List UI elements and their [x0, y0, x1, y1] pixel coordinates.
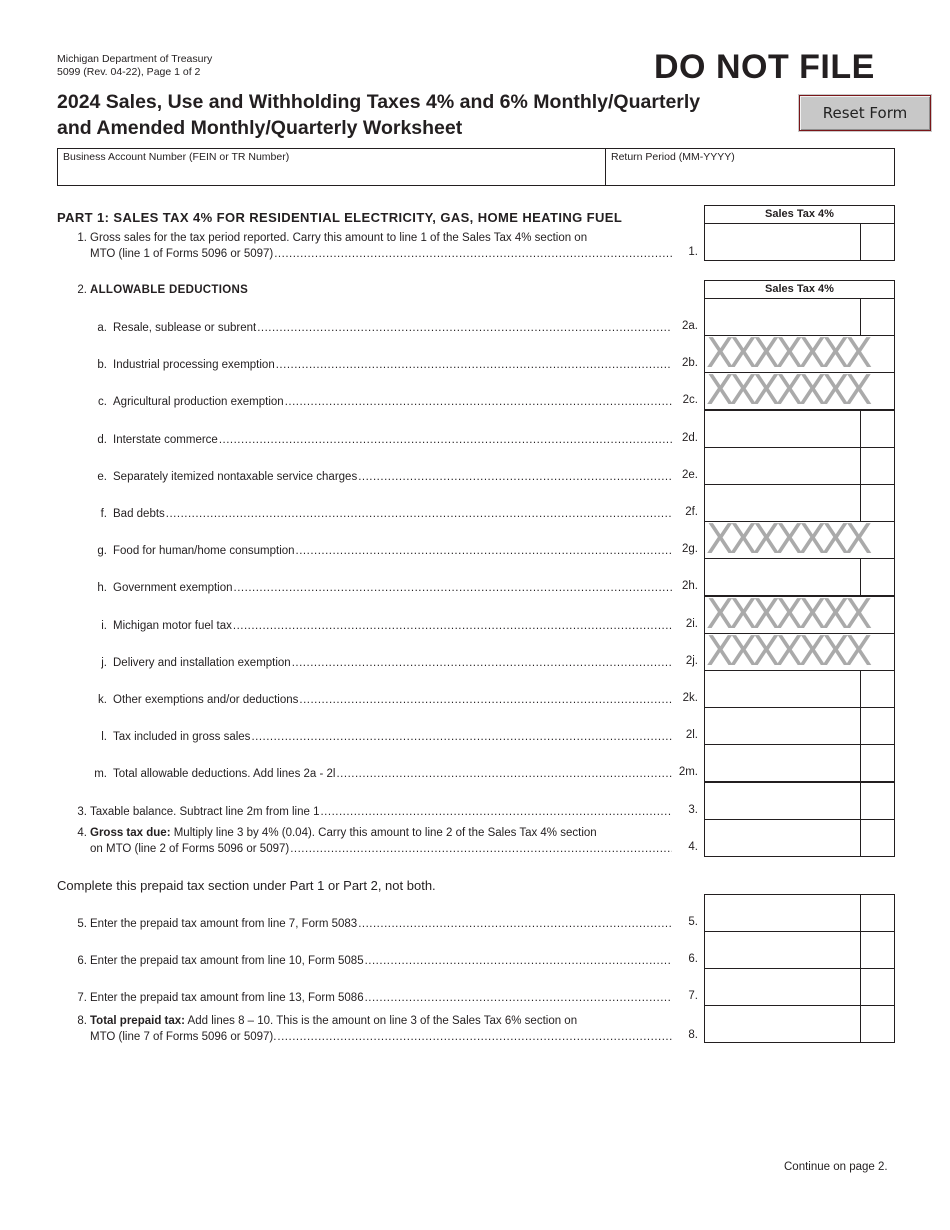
deduction-ref: 2d. — [682, 432, 698, 444]
deduction-letter: i. — [101, 620, 107, 632]
deduction-letter: a. — [97, 322, 107, 334]
line1-text-b: MTO (line 1 of Forms 5096 or 5097) — [90, 248, 274, 260]
disabled-x-mark: XXXXXXX — [706, 371, 868, 409]
line5-ref: 5. — [688, 916, 698, 928]
deduction-text: Industrial processing exemption — [113, 359, 275, 371]
line4-bold: Gross tax due: — [90, 827, 171, 839]
deduction-text: Separately itemized nontaxable service charges — [113, 471, 358, 483]
account-header-box — [57, 148, 895, 186]
line5-number: 5. — [77, 918, 87, 930]
disabled-x-mark: XXXXXXX — [706, 334, 868, 372]
deduction-letter: m. — [94, 768, 107, 780]
disabled-x-mark: XXXXXXX — [706, 632, 868, 670]
deduction-ref: 2g. — [682, 543, 698, 555]
line8-number: 8. — [77, 1015, 87, 1027]
line1-text-a: Gross sales for the tax period reported. Carry this amount to line 1 of the Sales Tax 4% section on — [90, 232, 588, 244]
business-account-label: Business Account Number (FEIN or TR Number) — [63, 151, 290, 163]
line7-amount-field[interactable] — [704, 968, 895, 1006]
line8-bold: Total prepaid tax: — [90, 1015, 185, 1027]
deduction-text: Food for human/home consumption — [113, 545, 295, 557]
column-header-sales-tax-4: Sales Tax 4% — [704, 205, 895, 224]
form-title — [57, 89, 700, 141]
deduction-text: Government exemption — [113, 582, 233, 594]
line4-ref: 4. — [688, 841, 698, 853]
line3-amount-field[interactable] — [704, 782, 895, 820]
return-period-label: Return Period (MM-YYYY) — [611, 151, 735, 163]
line1-text-b-row — [90, 246, 672, 262]
line3-ref: 3. — [688, 804, 698, 816]
deduction-ref: 2h. — [682, 580, 698, 592]
line8-amount-field[interactable] — [704, 1005, 895, 1043]
deduction-ref: 2l. — [685, 729, 698, 741]
deduction-text: Agricultural production exemption — [113, 396, 284, 408]
do-not-file-watermark: DO NOT FILE — [654, 48, 875, 86]
deduction-letter: b. — [97, 359, 107, 371]
deduction-amount-field[interactable] — [704, 447, 895, 485]
line2-number: 2. — [77, 284, 87, 296]
deduction-text: Michigan motor fuel tax — [113, 620, 232, 632]
line3-number: 3. — [77, 806, 87, 818]
deduction-text: Delivery and installation exemption — [113, 657, 291, 669]
agency-block — [57, 53, 212, 79]
line7-text: Enter the prepaid tax amount from line 13, Form 5086 — [90, 992, 364, 1004]
deduction-letter: g. — [97, 545, 107, 557]
deduction-amount-field[interactable] — [704, 558, 895, 596]
line3-text: Taxable balance. Subtract line 2m from line 1 — [90, 806, 320, 818]
line2-heading: ALLOWABLE DEDUCTIONS — [90, 284, 249, 296]
deduction-text: Tax included in gross sales — [113, 731, 251, 743]
line4-amount-field[interactable] — [704, 819, 895, 857]
deduction-text: Bad debts — [113, 508, 165, 520]
line7-number: 7. — [77, 992, 87, 1004]
deduction-letter: j. — [101, 657, 107, 669]
continue-note: Continue on page 2. — [784, 1161, 888, 1173]
deduction-letter: h. — [97, 582, 107, 594]
deduction-ref: 2a. — [682, 320, 698, 332]
line5-amount-field[interactable] — [704, 894, 895, 932]
deduction-ref: 2k. — [682, 692, 698, 704]
deduction-amount-field[interactable] — [704, 410, 895, 448]
column-header-deductions: Sales Tax 4% — [704, 280, 895, 299]
deduction-ref: 2e. — [682, 469, 698, 481]
deduction-field-disabled — [704, 633, 895, 671]
deduction-field-disabled — [704, 372, 895, 410]
deduction-letter: e. — [97, 471, 107, 483]
line6-text: Enter the prepaid tax amount from line 10, Form 5085 — [90, 955, 364, 967]
line1-ref: 1. — [688, 246, 698, 258]
deduction-text: Interstate commerce — [113, 434, 218, 446]
deduction-letter: k. — [98, 694, 107, 706]
prepaid-note: Complete this prepaid tax section under Part 1 or Part 2, not both. — [57, 878, 436, 893]
disabled-x-mark: XXXXXXX — [706, 520, 868, 558]
disabled-x-mark: XXXXXXX — [706, 595, 868, 633]
line8-text-b: MTO (line 7 of Forms 5096 or 5097). — [90, 1031, 277, 1043]
line6-number: 6. — [77, 955, 87, 967]
line8-ref: 8. — [688, 1029, 698, 1041]
deduction-ref: 2i. — [685, 618, 698, 630]
deduction-amount-field[interactable] — [704, 744, 895, 782]
form-title-line1: 2024 Sales, Use and Withholding Taxes 4% and 6% Monthly/Quarterly — [57, 91, 701, 113]
line4-text-a: Multiply line 3 by 4% (0.04). Carry this amount to line 2 of the Sales Tax 4% section — [170, 827, 597, 839]
line4-text-b: on MTO (line 2 of Forms 5096 or 5097) — [90, 843, 290, 855]
deduction-letter: d. — [97, 434, 107, 446]
deduction-field-disabled — [704, 521, 895, 559]
deduction-field-disabled — [704, 596, 895, 634]
deduction-letter: f. — [100, 508, 107, 520]
return-period-field[interactable] — [606, 149, 894, 185]
form-id: 5099 (Rev. 04-22), Page 1 of 2 — [57, 66, 201, 78]
line6-amount-field[interactable] — [704, 931, 895, 969]
line7-ref: 7. — [688, 990, 698, 1002]
line5-text: Enter the prepaid tax amount from line 7, Form 5083 — [90, 918, 358, 930]
form-title-line2: and Amended Monthly/Quarterly Worksheet — [57, 117, 463, 139]
agency-name: Michigan Department of Treasury — [57, 53, 213, 65]
deduction-text: Resale, sublease or subrent — [113, 322, 257, 334]
deduction-ref: 2m. — [678, 766, 698, 778]
line1-number: 1. — [77, 232, 87, 244]
line4-number: 4. — [77, 827, 87, 839]
part1-heading: PART 1: SALES TAX 4% FOR RESIDENTIAL ELECTRICITY, GAS, HOME HEATING FUEL — [57, 210, 623, 225]
line1-amount-field[interactable] — [704, 223, 895, 261]
deduction-letter: l. — [101, 731, 107, 743]
deduction-ref: 2f. — [685, 506, 698, 518]
deduction-amount-field[interactable] — [704, 707, 895, 745]
deduction-amount-field[interactable] — [704, 298, 895, 336]
business-account-field[interactable] — [58, 149, 606, 185]
deduction-ref: 2j. — [685, 655, 698, 667]
deduction-ref: 2b. — [682, 357, 698, 369]
deduction-amount-field[interactable] — [704, 484, 895, 522]
deduction-text: Total allowable deductions. Add lines 2a - 2l — [113, 768, 336, 780]
deduction-field-disabled — [704, 335, 895, 373]
deduction-amount-field[interactable] — [704, 670, 895, 708]
line8-text-a: Add lines 8 – 10. This is the amount on line 3 of the Sales Tax 6% section on — [185, 1015, 578, 1027]
deduction-text: Other exemptions and/or deductions — [113, 694, 299, 706]
line6-ref: 6. — [688, 953, 698, 965]
deduction-ref: 2c. — [682, 394, 698, 406]
deduction-letter: c. — [98, 396, 107, 408]
reset-form-button[interactable]: Reset Form — [799, 95, 931, 131]
